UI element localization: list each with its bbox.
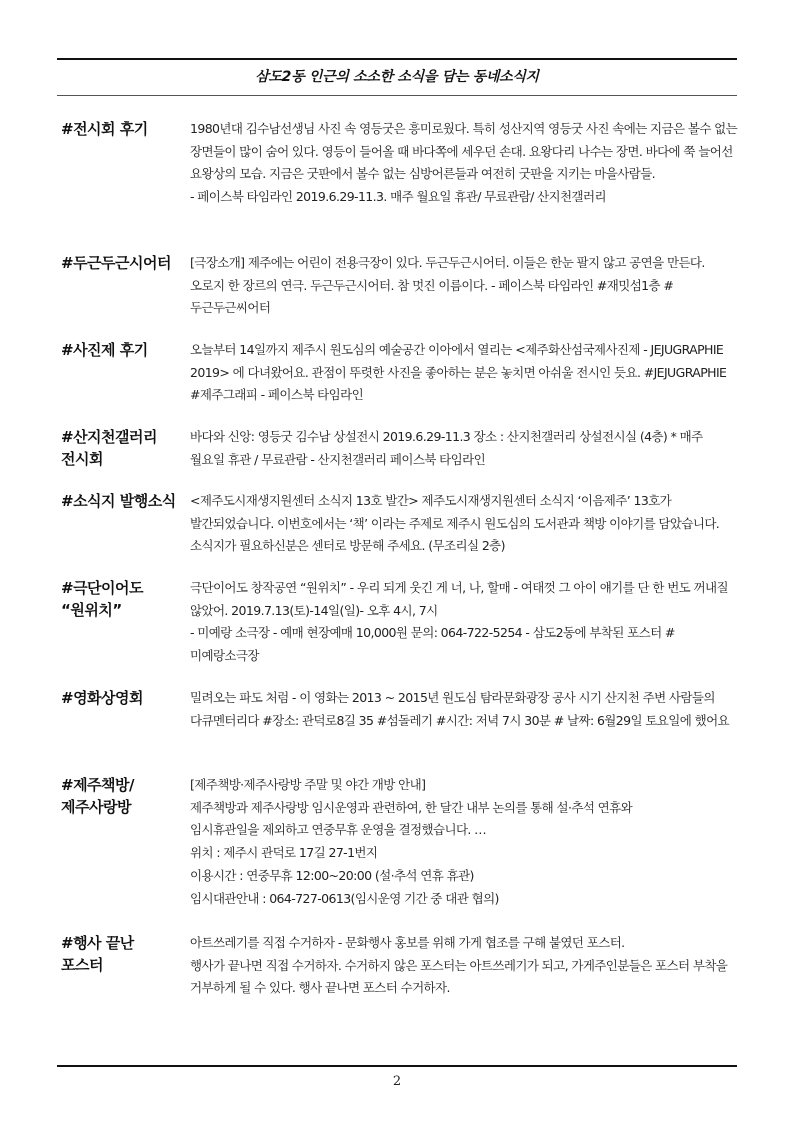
entry-paragraph: 밀려오는 파도 처럼 - 이 영화는 2013 ~ 2015년 원도심 탐라문화광장 공사 시기 산지천 주변 사람들의 다큐멘터리다 #장소: 관덕로8길 35 #섬돌레기 #시간: 저녁 7시 30분 # 날짜: 6월29일 토요일에 했어요 [190,690,730,728]
entry-body [190,687,738,732]
entry-paragraph: [제주책방·제주사랑방 주말 및 야간 개방 안내] [190,777,426,792]
entry-paragraph: 임시휴관일을 제외하고 연중무휴 운영을 결정했습니다. … [190,822,487,838]
entry-body [190,774,738,910]
header-top-rule [57,58,737,60]
entry-paragraph: <제주도시재생지원센터 소식지 13호 발간> 제주도시재생지원센터 소식지 ‘이음제주’ 13호가 발간되었습니다. 이번호에서는 ‘책’ 이라는 주제로 제주시 원도심의 도서관과 책방 이야기를 담았습니다. 소식지가 필요하신분은 센터로 방문해 주세요. (무조리실 2층) [190,493,720,554]
entry-heading: #행사 끝난 포스터 [61,934,134,974]
footer-rule [57,1065,737,1067]
entry-paragraph: 제주책방과 제주사랑방 임시운영과 관련하여, 한 달간 내부 논의를 통해 설·추석 연휴와 [190,799,633,815]
entry-paragraph: 위치 : 제주시 관덕로 17길 27-1번지 [190,845,378,861]
page-number: 2 [392,1074,402,1089]
header-bottom-rule [57,95,737,96]
entry-heading: #사진제 후기 [61,341,148,359]
entry-heading: #산지천갤러리 전시회 [61,428,158,468]
entry-paragraph: 오늘부터 14일까지 제주시 원도심의 예술공간 이아에서 열리는 <제주화산섬국제사진제 - JEJUGRAPHIE 2019> 에 다녀왔어요. 관점이 뚜렷한 사진을 좋아하는 분은 놓치면 아쉬울 전시인 듯요. #JEJUGRAPHIE #제주그래피 - 페이스북 타임라인 [190,342,727,403]
entry-paragraph: [극장소개] 제주에는 어린이 전용극장이 있다. 두근두근시어터. 이들은 한눈 팔지 않고 공연을 만든다. 오로지 한 장르의 연극. 두근두근시어터. 참 멋진 이름이다. - 페이스북 타임라인 #재밋섬1층 #두근두근씨어터 [190,255,705,316]
entry-paragraph: - 페이스북 타임라인 2019.6.29-11.3. 매주 월요일 휴관/ 무료관람/ 산지천갤러리 [190,189,606,205]
entry-body [190,118,738,209]
entry-body [190,490,738,558]
entry-paragraph: 1980년대 김수남선생님 사진 속 영등굿은 흥미로웠다. 특히 성산지역 영등굿 사진 속에는 지금은 볼수 없는 장면들이 많이 숨어 있다. 영등이 들어올 때 바다쪽에 세우던 손대. 요왕다리 나수는 장면. 바다에 쭉 늘어선 요왕상의 모습. 지금은 굿판에서 볼수 없는 심방어른들과 여전히 굿판을 지키는 마을사람들. [190,121,738,182]
entry-heading: #전시회 후기 [61,120,148,138]
entry-heading: #영화상영회 [61,689,144,707]
entry-body [190,932,738,1000]
entry-paragraph: 바다와 신앙: 영등굿 김수남 상설전시 2019.6.29-11.3 장소 : 산지천갤러리 상설전시실 (4층) * 매주 월요일 휴관 / 무료관람 - 산지천갤러리 페이스북 타임라인 [190,429,703,467]
entry-body [190,577,738,668]
entry-paragraph: - 미예랑 소극장 - 예매 현장예매 10,000원 문의: 064-722-5254 - 삼도2동에 부착된 포스터 #미예랑소극장 [190,625,675,664]
entry-body [190,252,738,320]
entry-heading: #극단이어도 “원위치” [61,579,144,619]
entry-body [190,426,738,471]
entry-paragraph: 이용시간 : 연중무휴 12:00~20:00 (설·추석 연휴 휴관) [190,867,474,883]
entry-heading: #제주책방/ 제주사랑방 [61,776,135,816]
entry-body [190,339,738,407]
entry-heading: #두근두근시어터 [61,254,171,272]
entry-heading: #소식지 발행소식 [61,492,176,510]
newsletter-title: 삼도2동 인근의 소소한 소식을 담는 동네소식지 [255,69,539,85]
entry-paragraph: 아트쓰레기를 직접 수거하자 - 문화행사 홍보를 위해 가게 협조를 구해 붙였던 포스터. [190,935,625,950]
entry-paragraph: 행사가 끝나면 직접 수거하자. 수거하지 않은 포스터는 아트쓰레기가 되고, 가게주인분들은 포스터 부착을 거부하게 될 수 있다. 행사 끝나면 포스터 수거하자. [190,957,728,996]
entry-paragraph: 임시대관안내 : 064-727-0613(임시운영 기간 중 대관 협의) [190,890,499,906]
entry-paragraph: 극단이어도 창작공연 “원위치” - 우리 되게 웃긴 게 너, 나, 할매 - 여태껏 그 아이 얘기를 단 한 번도 꺼내질 않았어. 2019.7.13(토)-14일(일)- 오후 4시, 7시 [190,580,728,618]
